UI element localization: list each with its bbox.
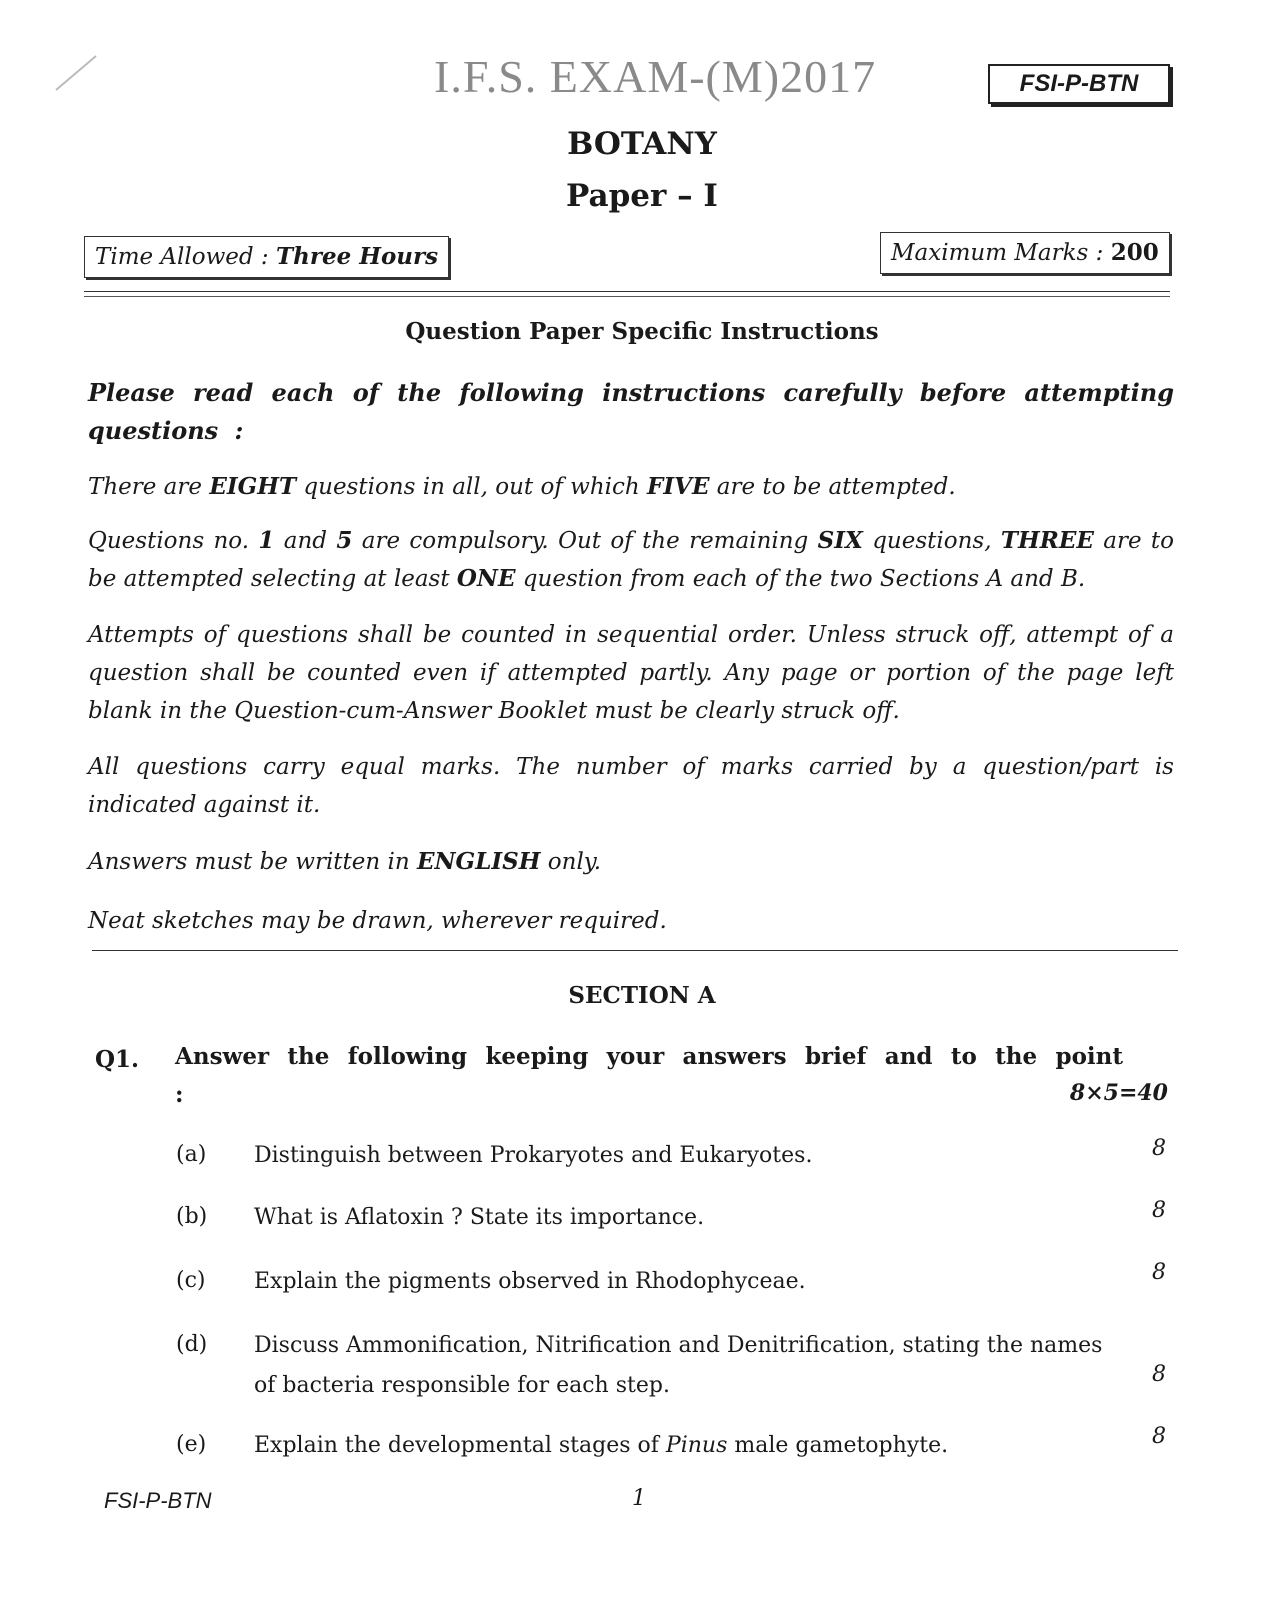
subject-title: BOTANY: [567, 126, 717, 162]
question-text: Answer the following keeping your answers brief and to the point :: [175, 1043, 1123, 1108]
pen-mark-icon: [52, 52, 102, 94]
part-c-marks: 8: [1152, 1260, 1166, 1285]
time-allowed-box: [84, 236, 449, 278]
header-divider-thin: [84, 296, 1170, 297]
part-d-label: (d): [176, 1332, 208, 1357]
part-a-marks: 8: [1152, 1136, 1166, 1161]
marks-value: 200: [1110, 239, 1159, 266]
instruction-p2-run: Questions no.: [88, 528, 259, 554]
instructions-title: Question Paper Specific Instructions: [405, 318, 879, 345]
instruction-p6: Neat sketches may be drawn, wherever required.: [88, 908, 667, 934]
instruction-p5-run: only.: [540, 849, 602, 875]
part-e-text-italic: Pinus: [665, 1433, 728, 1458]
exam-stamp: I.F.S. EXAM-(M)2017: [434, 51, 877, 102]
part-a-label: (a): [176, 1142, 207, 1167]
instruction-p1-run: FIVE: [647, 473, 710, 500]
part-b-text: What is Aflatoxin ? State its importance.: [254, 1205, 705, 1230]
footer-page-number: 1: [632, 1486, 646, 1511]
part-c-text: Explain the pigments observed in Rhodophyceae.: [254, 1269, 806, 1294]
instruction-p5-run: ENGLISH: [417, 848, 541, 875]
part-d-text: Discuss Ammonification, Nitrification and Denitrification, stating the names of bacteria responsible for each step.: [254, 1333, 1103, 1398]
instruction-p2-run: are compulsory. Out of the remaining: [352, 528, 818, 554]
instructions-lead: Please read each of the following instructions carefully before attempting questions :: [88, 378, 1174, 445]
instruction-p2-run: and: [274, 528, 337, 554]
marks-label: Maximum Marks :: [891, 240, 1111, 266]
instruction-p3: Attempts of questions shall be counted in sequential order. Unless struck off, attempt of a question shall be counted even if attempted partly. Any page or portion of the page left blank in the Question-cum-Answer Booklet must be clearly struck off.: [88, 622, 1174, 724]
instruction-p1-run: are to be attempted.: [709, 474, 956, 500]
time-label: Time Allowed :: [95, 244, 276, 270]
instruction-p2-run: ONE: [456, 565, 516, 592]
part-b-marks: 8: [1152, 1198, 1166, 1223]
part-e-text: [254, 1426, 1122, 1466]
time-value: Three Hours: [276, 243, 439, 270]
instruction-p2-run: THREE: [1000, 527, 1094, 554]
part-e-text-pre: Explain the developmental stages of: [254, 1433, 666, 1458]
part-d-marks: 8: [1152, 1362, 1166, 1387]
maximum-marks-box: [880, 232, 1170, 274]
instruction-p1-run: EIGHT: [209, 473, 297, 500]
part-e-label: (e): [176, 1432, 207, 1457]
part-c-label: (c): [176, 1268, 206, 1293]
instruction-p2: [88, 522, 1174, 598]
section-a-title: SECTION A: [568, 982, 716, 1009]
instruction-p1: [88, 468, 1174, 506]
header-divider: [84, 291, 1170, 292]
part-a-text: Distinguish between Prokaryotes and Eukaryotes.: [254, 1143, 813, 1168]
instruction-p2-run: SIX: [817, 527, 863, 554]
part-b-label: (b): [176, 1204, 208, 1229]
instruction-p2-run: 5: [336, 527, 353, 554]
question-marks: 8×5=40: [1069, 1080, 1168, 1106]
instruction-p1-run: questions in all, out of which: [296, 474, 648, 500]
question-number: Q1.: [95, 1046, 140, 1073]
part-e-marks: 8: [1152, 1424, 1166, 1449]
part-e-text-post: male gametophyte.: [727, 1433, 949, 1458]
footer-paper-code: FSI-P-BTN: [104, 1488, 212, 1513]
instruction-p1-run: There are: [88, 474, 210, 500]
instruction-p2-run: question from each of the two Sections A and B.: [515, 566, 1086, 592]
instructions-divider: [92, 950, 1178, 951]
instruction-p5: [88, 843, 1174, 881]
instruction-p2-run: questions,: [862, 528, 1001, 554]
paper-code-box: FSI-P-BTN: [988, 64, 1170, 104]
paper-title: Paper – I: [566, 178, 718, 214]
instruction-p5-run: Answers must be written in: [88, 849, 417, 875]
instruction-p2-run: are to be attempted selecting at least: [88, 528, 1175, 592]
instruction-p4: All questions carry equal marks. The number of marks carried by a question/part is indicated against it.: [88, 754, 1174, 818]
instruction-p2-run: 1: [258, 527, 275, 554]
